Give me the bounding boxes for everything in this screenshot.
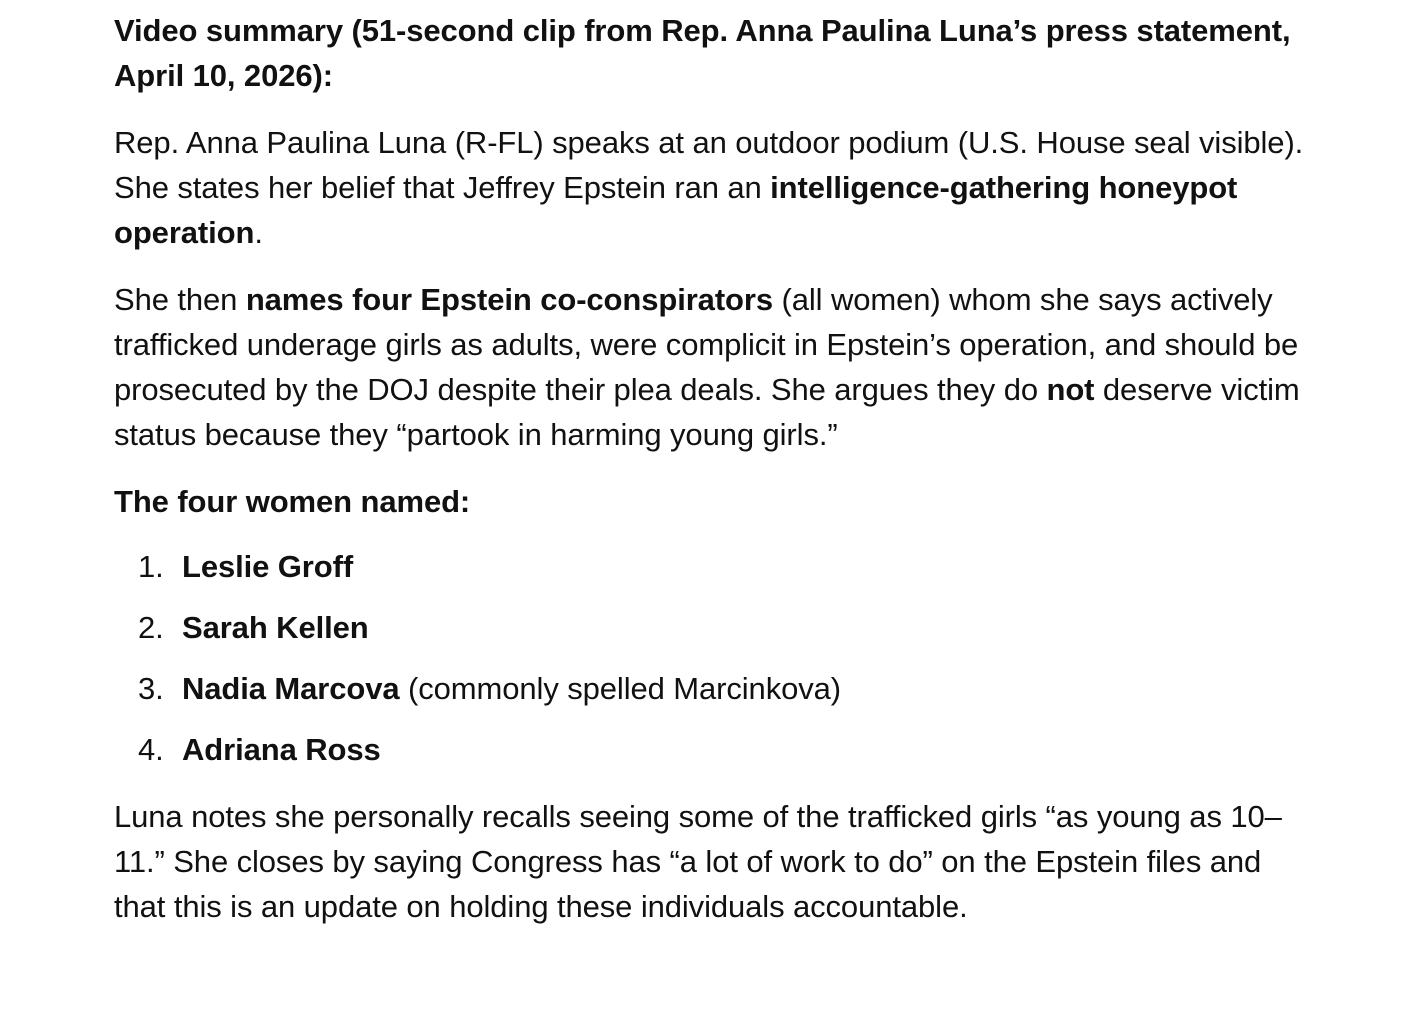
list-item-name: Adriana Ross (182, 732, 381, 767)
paragraph-coconspirators-text-c: (all women) whom she says actively trafficked underage girls as adults, were complicit in Epstein’s operation, and should be prosecuted by the DOJ despite their plea deals. She argues they do (114, 282, 1299, 407)
paragraph-coconspirators-bold-names: names four Epstein co-conspirators (245, 282, 773, 317)
summary-heading: Video summary (51-second clip from Rep. Anna Paulina Luna’s press statement, April 10, 2026): (114, 13, 1291, 93)
list-item (138, 544, 1314, 589)
document-body (114, 8, 1314, 951)
list-item (138, 605, 1314, 650)
list-item-name: Leslie Groff (182, 549, 354, 584)
list-item-note: (commonly spelled Marcinkova) (399, 671, 842, 706)
paragraph-coconspirators (114, 277, 1314, 457)
paragraph-intro-text-a: Rep. Anna Paulina Luna (R-FL) speaks at an outdoor podium (U.S. House seal visible). She states her belief that Jeffrey Epstein ran an (114, 125, 1304, 205)
paragraph-intro-text-c: . (254, 215, 263, 250)
list-item (138, 666, 1314, 711)
paragraph-coconspirators-bold-not: not (1046, 372, 1095, 407)
list-item-number: 1. (138, 549, 164, 584)
list-item-name: Nadia Marcova (182, 671, 400, 706)
list-item (138, 727, 1314, 772)
paragraph-coconspirators-text-e: deserve victim status because they “partook in harming young girls.” (114, 372, 1300, 452)
paragraph-closing: Luna notes she personally recalls seeing some of the trafficked girls “as young as 10–11.” She closes by saying Congress has “a lot of work to do” on the Epstein files and that this is an update on holding these individuals accountable. (114, 799, 1282, 924)
paragraph-intro (114, 120, 1314, 255)
paragraph-coconspirators-text-a: She then (114, 282, 246, 317)
list-item-number: 2. (138, 610, 164, 645)
list-item-name: Sarah Kellen (182, 610, 369, 645)
paragraph-intro-bold: intelligence-gathering honeypot operation (114, 170, 1238, 250)
names-list (114, 544, 1314, 772)
list-item-number: 4. (138, 732, 164, 767)
list-item-number: 3. (138, 671, 164, 706)
names-list-title: The four women named: (114, 484, 471, 519)
